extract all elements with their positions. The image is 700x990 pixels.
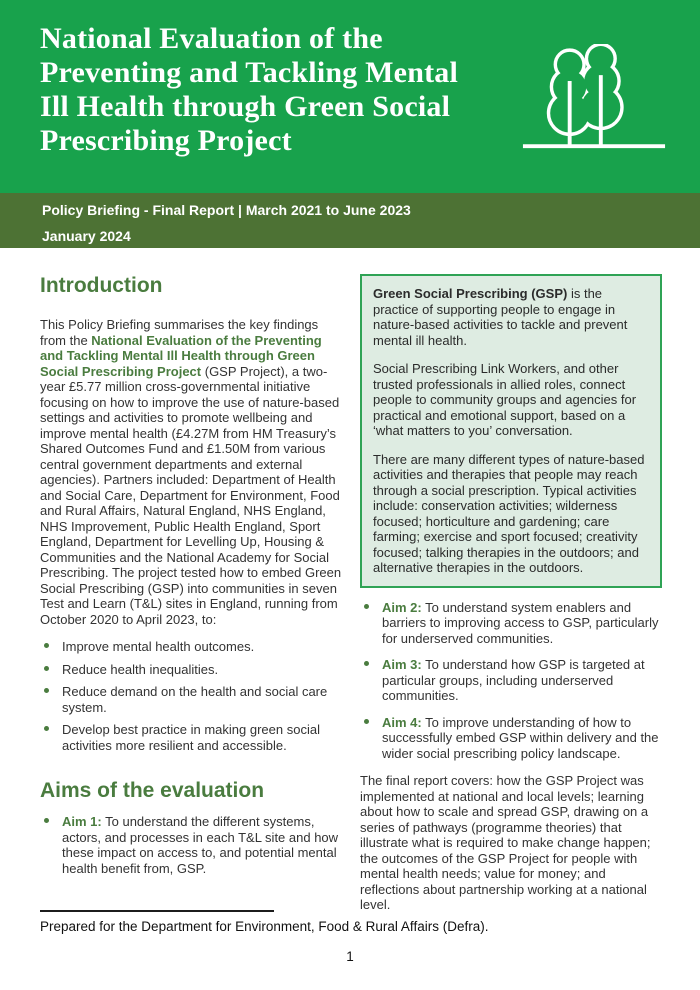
title-line: Prescribing Project: [40, 124, 292, 157]
aim-label: Aim 3:: [382, 657, 422, 672]
bullet-icon: [44, 726, 49, 731]
aim-item: [40, 814, 342, 876]
aim-label: Aim 2:: [382, 599, 422, 615]
footnote-divider: [40, 910, 274, 912]
introduction-paragraph: [40, 317, 342, 627]
left-column: [40, 248, 342, 913]
intro-text-after: (GSP Project), a two-year £5.77 million cross-governmental initiative focusing on how to improve the use of nature-based settings and activities to promote wellbeing and improve mental health (£4.27M from HM Treasury’s Shared Outcomes Fund and £1.50M from various central government departments and external agencies). Partners included: Department of Health and Social Care, Department for Environment, Food and Rural Affairs, Natural England, NHS England, NHS Improvement, Public Health England, Sport England, Department for Levelling Up, Housing & Communities and the National Academy for Social Prescribing. The project tested how to embed Green Social Prescribing (GSP) into communities in seven Test and Learn (T&L) sites in England, running from October 2020 to April 2023, to:: [40, 363, 342, 627]
project-name-emphasis: National Evaluation of the Preventing and Tackling Mental Ill Health through Green Social Prescribing Project: [40, 332, 322, 379]
publication-date: January 2024: [42, 228, 131, 244]
aim-text: To understand system enablers and barriers to improving access to GSP, particularly for underserved communities.: [382, 599, 659, 646]
aim-text: To improve understanding of how to successfully embed GSP within delivery and the wider social prescribing policy landscape.: [382, 714, 659, 761]
list-item: Improve mental health outcomes.: [40, 639, 342, 655]
gsp-definition-box: [360, 274, 662, 588]
header-banner: [0, 0, 700, 193]
aim-item: [360, 600, 662, 647]
bullet-icon: [364, 719, 369, 724]
box-paragraph: There are many different types of nature-based activities and therapies that people may reach through a social prescription. Typical activities include: conservation activities; wilderness focused; horticulture and gardening; care farming; exercise and sport focused; creativity focused; talking therapies in the outdoors; and alternative therapies in the outdoors.: [373, 451, 645, 575]
prepared-for-note: Prepared for the Department for Environment, Food & Rural Affairs (Defra).: [40, 919, 489, 934]
aim-text: To understand how GSP is targeted at particular groups, including underserved communities.: [382, 657, 645, 703]
bullet-icon: [44, 818, 49, 823]
introduction-heading: Introduction: [40, 274, 163, 297]
bullet-icon: [364, 661, 369, 666]
list-item: Reduce health inequalities.: [40, 662, 342, 678]
bullet-icon: [44, 666, 49, 671]
list-item: Develop best practice in making green social activities more resilient and accessible.: [40, 722, 342, 753]
gsp-term-bold: Green Social Prescribing (GSP): [373, 286, 568, 301]
title-line: National Evaluation of the: [40, 22, 383, 55]
title-line: Preventing and Tackling Mental: [40, 56, 459, 89]
bullet-icon: [44, 688, 49, 693]
bullet-icon: [44, 643, 49, 648]
aim-label: Aim 1:: [62, 814, 102, 829]
two-trees-icon: [521, 44, 667, 156]
aim-text: To understand the different systems, actors, and processes in each T&L site and how these impact on access to, and potential mental health benefit from, GSP.: [62, 814, 339, 876]
gsp-definition-text: is the practice of supporting people to engage in nature-based activities to tackle and prevent mental ill health.: [373, 286, 628, 348]
list-item: Reduce demand on the health and social care system.: [40, 684, 342, 715]
page-number: 1: [346, 949, 354, 964]
page-title: [40, 22, 458, 158]
box-paragraph: Social Prescribing Link Workers, and other trusted professionals in allied roles, connect people to community groups and agencies for practical and emotional support, based on a ‘what matters to you’ conversation.: [373, 361, 637, 438]
project-objectives-list: [40, 639, 342, 753]
subheader-band: [0, 193, 700, 248]
aims-list-right: [360, 600, 662, 762]
report-subtitle: Policy Briefing - Final Report | March 2021 to June 2023: [42, 202, 411, 218]
aim-item: [360, 657, 662, 704]
aim-label: Aim 4:: [382, 714, 422, 730]
right-column: [360, 248, 662, 913]
aim-item: [360, 715, 662, 762]
title-line: Ill Health through Green Social: [40, 90, 451, 123]
aims-list-left: [40, 814, 342, 876]
box-paragraph: [373, 286, 649, 348]
intro-text-before: This Policy Briefing summarises the key findings from the: [40, 317, 319, 348]
aims-heading: Aims of the evaluation: [40, 779, 265, 802]
bullet-icon: [364, 604, 369, 609]
final-report-paragraph: The final report covers: how the GSP Project was implemented at national and local levels; learning about how to scale and spread GSP, drawing on a series of pathways (programme theories) that illustrate what is required to make change happen; the outcomes of the GSP Project for people with mental health needs; value for money; and reflections about partnership working at a national level.: [360, 773, 651, 912]
page-body: [0, 248, 700, 913]
